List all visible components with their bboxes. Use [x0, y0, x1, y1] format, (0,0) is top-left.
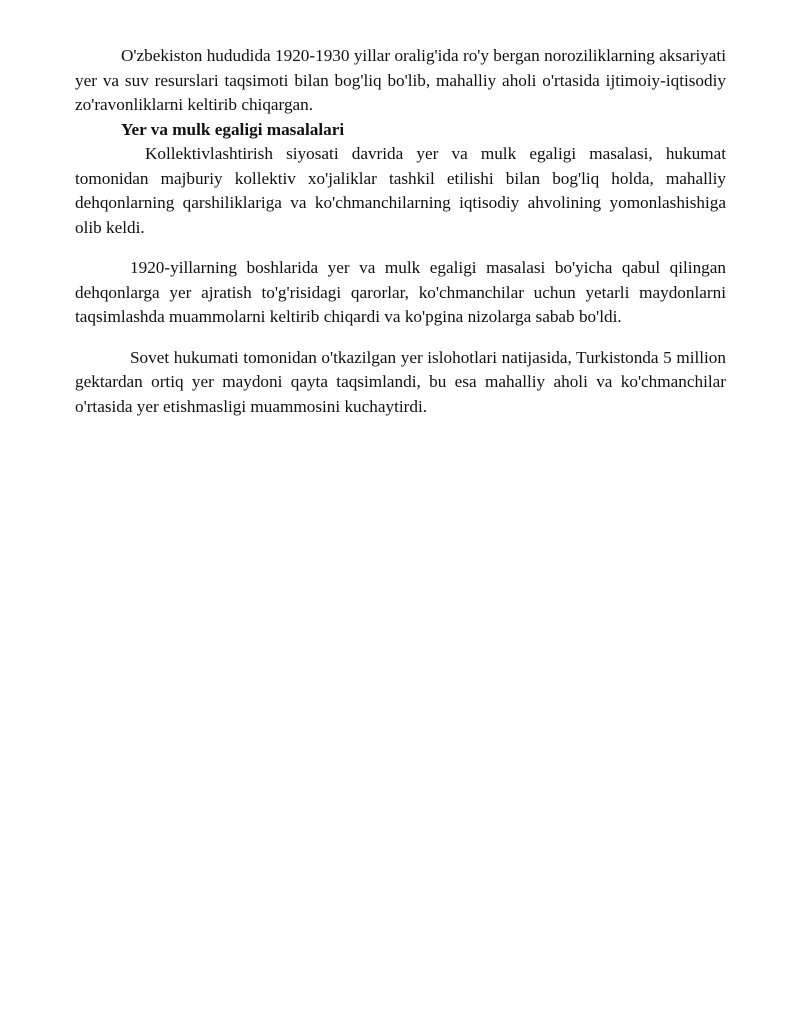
intro-paragraph: O'zbekiston hududida 1920-1930 yillar oralig'ida ro'y bergan noroziliklarning aksariyati yer va suv resurslari taqsimoti bilan bog'liq bo'lib, mahalliy aholi o'rtasida ijtimoiy-iqtisodiy zo'ravonliklarni keltirib chiqargan. — [75, 46, 726, 114]
land-reform-paragraph: Sovet hukumati tomonidan o'tkazilgan yer islohotlari natijasida, Turkistonda 5 million gektardan ortiq yer maydoni qayta taqsimlandi, bu esa mahalliy aholi va ko'chmanchilar o'rtasida yer etishmasligi muammosini kuchaytirdi. — [75, 347, 726, 416]
land-allocation-paragraph: 1920-yillarning boshlarida yer va mulk egaligi masalasi bo'yicha qabul qilingan dehqonlarga yer ajratish to'g'risidagi qarorlar, ko'chmanchilar uchun yetarli maydonlarni taqsimlashda muammolarni keltirib chiqardi va ko'pgina nizolarga sabab bo'ldi. — [75, 258, 726, 326]
collectivization-paragraph: Kollektivlashtirish siyosati davrida yer va mulk egaligi masalasi, hukumat tomonidan majburiy kollektiv xo'jaliklar tashkil etilishi bilan bog'liq holda, mahalliy dehqonlarning qarshiliklariga va ko'chmanchilarning iqtisodiy ahvolining yomonlashishiga olib keldi. — [75, 144, 726, 237]
document-body — [75, 44, 726, 419]
section-heading: Yer va mulk egaligi masalalari — [121, 119, 345, 139]
